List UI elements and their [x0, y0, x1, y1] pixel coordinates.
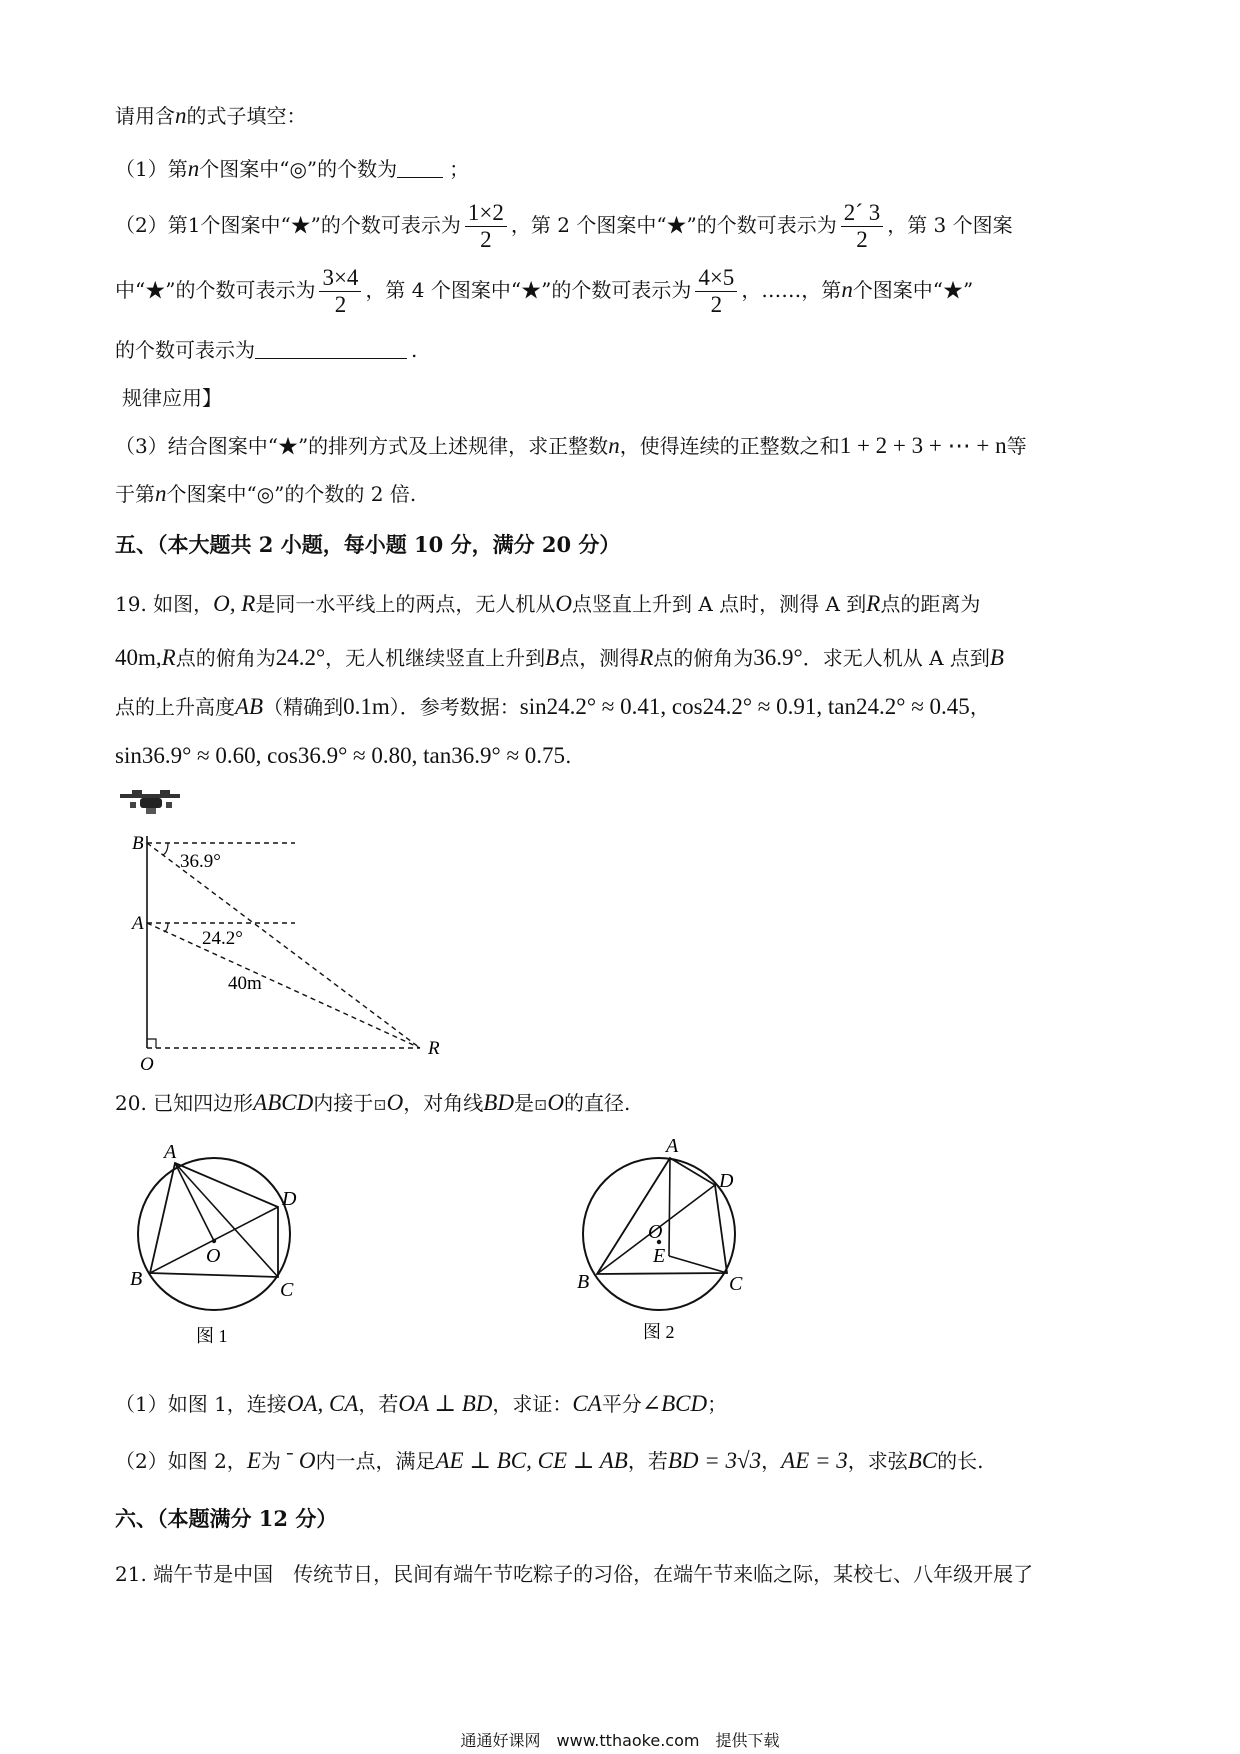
var-n: n	[175, 103, 187, 128]
segment-ce	[669, 1256, 727, 1273]
fig1-label-b: B	[130, 1268, 143, 1290]
q18-part3-line1: （3）结合图案中“★”的排列方式及上述规律，求正整数n，使得连续的正整数之和1 + 2 + 3 + ⋯ + n等	[115, 433, 1027, 458]
fig2-label-e: E	[653, 1245, 666, 1267]
fraction-4: $\frac{4\times 5}{2}$	[695, 265, 737, 318]
fig1-label-o: O	[206, 1245, 221, 1267]
q20-figure-2	[565, 1130, 785, 1350]
fig2-caption: 图 2	[643, 1322, 675, 1342]
label-a: A	[132, 913, 144, 934]
fig1-label-a: A	[164, 1141, 177, 1163]
label-r: R	[428, 1038, 440, 1059]
center-point	[212, 1239, 216, 1243]
q21-line1: 21. 端午节是中国 传统节日，民间有端午节吃粽子的习俗，在端午节来临之际，某校七、八年级开展了	[115, 1562, 1034, 1586]
fig2-label-d: D	[719, 1170, 734, 1192]
q19-line2: 40m,R点的俯角为24.2°，无人机继续竖直上升到B点，测得R点的俯角为36.9°．求无人机从 A 点到B	[115, 645, 1004, 670]
q18-part2-line2: 中“★”的个数可表示为 $\frac{3\times 4}{2}$ ，第 4 个图案中“★”的个数可表示为 $\frac{4\times 5}{2}$ ，……，第n个图案中“★”	[115, 265, 974, 317]
fraction-3: $\frac{3\times 4}{2}$	[319, 265, 361, 318]
segment-ac	[175, 1163, 278, 1277]
label-b: B	[132, 833, 144, 854]
line-br	[147, 843, 420, 1048]
fig2-label-b: B	[577, 1271, 590, 1293]
q18-intro: 请用含n的式子填空：	[115, 103, 307, 128]
q20-part1: （1）如图 1，连接OA, CA，若OA ⊥ BD，求证：CA平分∠BCD；	[115, 1391, 728, 1416]
section-5-heading: 五、（本大题共 2 小题，每小题 10 分，满分 20 分）	[115, 532, 621, 557]
fig2-label-c: C	[729, 1273, 743, 1295]
section-6-heading: 六、（本题满分 12 分）	[115, 1506, 338, 1531]
q18-part2-line1: （2）第1个图案中“★”的个数可表示为 $\frac{1\times 2}{2}$ ，第 2 个图案中“★”的个数可表示为 $\frac{2´ 3}{2}$ ，第 3 个图案	[115, 200, 1013, 252]
q19-line1: 19. 如图，O, R是同一水平线上的两点，无人机从O点竖直上升到 A 点时，测得 A 到R点的距离为	[115, 591, 981, 616]
line-ar	[147, 923, 420, 1048]
q18-part1: （1）第n个图案中“◎”的个数为 ；	[115, 156, 470, 181]
distance-label: 40m	[228, 973, 262, 994]
page-footer: 通通好课网 www.tthaoke.com 提供下载	[460, 1731, 780, 1750]
fig1-label-d: D	[282, 1188, 297, 1210]
segment-ae	[669, 1158, 670, 1256]
q20-part2: （2）如图 2，E为 ¯ O内一点，满足AE ⊥ BC, CE ⊥ AB，若BD = 3√3，AE = 3，求弦BC的长.	[115, 1448, 984, 1473]
q19-figure	[110, 786, 460, 1076]
fig1-label-c: C	[280, 1279, 294, 1301]
angle-label-a: 24.2°	[202, 928, 243, 949]
fraction-2: $\frac{2´ 3}{2}$	[841, 200, 883, 253]
fig1-caption: 图 1	[196, 1326, 228, 1346]
fraction-1: $\frac{1\times 2}{2}$	[465, 200, 507, 253]
angle-arc-b	[163, 843, 168, 855]
q19-line3: 点的上升高度AB（精确到0.1m）．参考数据：sin24.2° ≈ 0.41, cos24.2° ≈ 0.91, tan24.2° ≈ 0.45，	[115, 694, 990, 719]
q20-line1: 20. 已知四边形ABCD内接于⊡O，对角线BD是⊡O的直径.	[115, 1090, 631, 1115]
q18-part3-line2: 于第n个图案中“◎”的个数的 2 倍.	[115, 481, 417, 506]
label-o: O	[140, 1054, 154, 1075]
fig2-label-o: O	[648, 1221, 663, 1243]
circle-o	[138, 1158, 290, 1310]
q19-line4: sin36.9° ≈ 0.60, cos36.9° ≈ 0.80, tan36.9° ≈ 0.75.	[115, 743, 572, 768]
fig2-label-a: A	[666, 1135, 679, 1157]
right-angle-mark	[147, 1039, 156, 1048]
drone-icon	[120, 790, 180, 814]
q18-part2-line3: 的个数可表示为 .	[115, 338, 418, 362]
q18-rule-label: 规律应用】	[122, 386, 222, 410]
segment-oa	[175, 1163, 214, 1241]
answer-blank-2	[255, 336, 407, 359]
answer-blank-1	[397, 155, 443, 178]
q20-figure-1	[120, 1130, 320, 1350]
angle-label-b: 36.9°	[180, 851, 221, 872]
